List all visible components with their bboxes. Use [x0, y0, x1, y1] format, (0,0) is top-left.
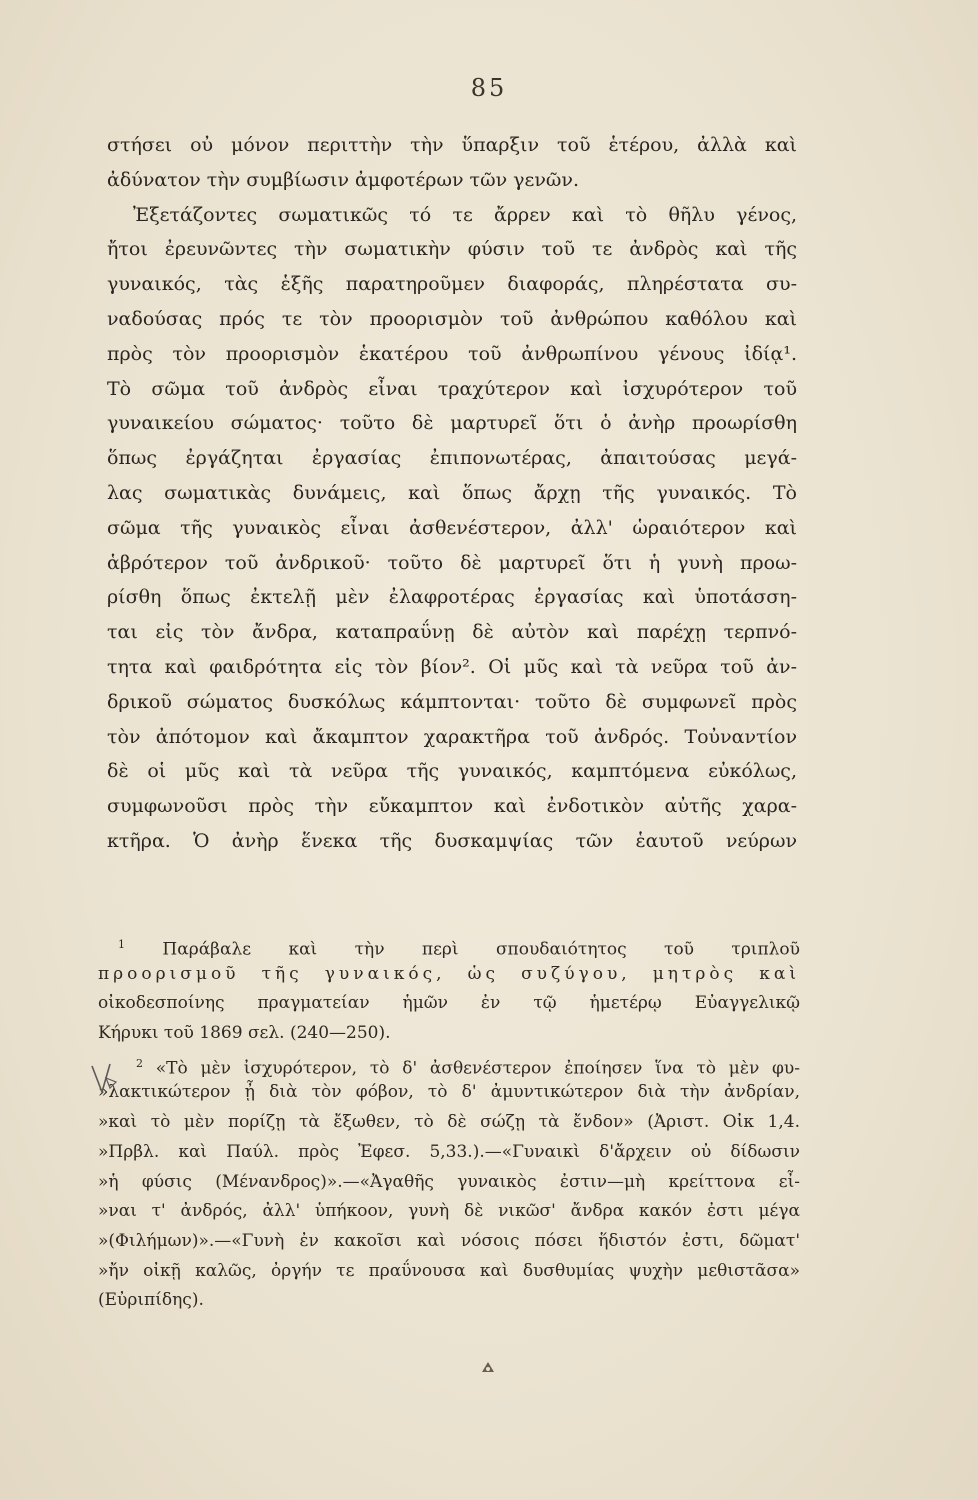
body-line: συμφωνοῦσι πρὸς τὴν εὔκαμπτον καὶ ἐνδοτικὸν αὐτῆς χαρα- [107, 795, 797, 818]
body-line: ὅπως ἐργάζηται ἐργασίας ἐπιπονωτέρας, ἀπαιτούσας μεγά- [107, 447, 797, 470]
body-line: τητα καὶ φαιδρότητα εἰς τὸν βίον². Οἱ μῦς καὶ τὰ νεῦρα τοῦ ἀν- [107, 655, 797, 678]
body-line: γυναικείου σώματος· τοῦτο δὲ μαρτυρεῖ ὅτι ὁ ἀνὴρ προωρίσθη [107, 412, 797, 435]
footnote-1-line: προορισμοῦ τῆς γυναικός, ὡς συζύγου, μητρὸς καὶ [98, 963, 800, 984]
footnote-2-line: »ἡ φύσις (Μένανδρος)».—«Ἀγαθῆς γυναικὸς ἐστιν—μὴ κρείττονα εἶ- [98, 1171, 800, 1192]
body-line: ἀδύνατον τὴν συμβίωσιν ἀμφοτέρων τῶν γενῶν. [107, 168, 579, 191]
footnote-2-line: »(Φιλήμων)».—«Γυνὴ ἐν κακοῖσι καὶ νόσοις πόσει ἥδιστόν ἐστι, δῶματ' [98, 1230, 800, 1251]
body-text [107, 128, 797, 859]
body-line: στήσει οὐ μόνον περιττὴν τὴν ὕπαρξιν τοῦ ἑτέρου, ἀλλὰ καὶ [107, 134, 797, 156]
body-line: Ἐξετάζοντες σωματικῶς τό τε ἄρρεν καὶ τὸ θῆλυ γένος, [133, 203, 797, 226]
footnote-2-line: »λακτικώτερον ᾖ διὰ τὸν φόβον, τὸ δ' ἀμυντικώτερον διὰ τὴν ἀνδρίαν, [98, 1082, 800, 1103]
printer-ornament-icon [480, 1360, 496, 1374]
footnote-2-number: 2 [136, 1056, 143, 1070]
footnote-1-line [98, 930, 800, 960]
footnote-2-line: »καὶ τὸ μὲν πορίζῃ τὰ ἔξωθεν, τὸ δὲ σώζῃ τὰ ἔνδον» (Ἀριστ. Οἰκ 1,4. [98, 1112, 800, 1133]
body-line: Τὸ σῶμα τοῦ ἀνδρὸς εἶναι τραχύτερον καὶ ἰσχυρότερον τοῦ [107, 377, 797, 400]
footnote-2-line: »Πρβλ. καὶ Παύλ. πρὸς Ἐφεσ. 5,33.).—«Γυναικὶ δ'ἄρχειν οὐ δίδωσιν [98, 1141, 800, 1162]
footnote-1-line: Κήρυκι τοῦ 1869 σελ. (240—250). [98, 1023, 391, 1044]
body-line: ρίσθη ὅπως ἐκτελῇ μὲν ἐλαφροτέρας ἐργασίας καὶ ὑποτάσση- [107, 586, 797, 609]
body-line: σῶμα τῆς γυναικὸς εἶναι ἀσθενέστερον, ἀλλ' ὡραιότερον καὶ [107, 516, 797, 539]
footnote-2-text: «Τὸ μὲν ἰσχυρότερον, τὸ δ' ἀσθενέστερον ἐποίησεν ἵνα τὸ μὲν φυ- [155, 1058, 800, 1079]
body-line: δὲ οἱ μῦς καὶ τὰ νεῦρα τῆς γυναικός, καμπτόμενα εὐκόλως, [107, 760, 797, 783]
footnote-2-line: »ἤν οἰκῇ καλῶς, ὀργήν τε πραΰνουσα καὶ δυσθυμίας ψυχὴν μεθιστᾶσα» [98, 1260, 800, 1281]
body-line: ἤτοι ἐρευνῶντες τὴν σωματικὴν φύσιν τοῦ τε ἀνδρὸς καὶ τῆς [107, 238, 797, 261]
footnote-1-number: 1 [118, 938, 125, 951]
body-line: ναδούσας πρός τε τὸν προορισμὸν τοῦ ἀνθρώπου καθόλου καὶ [107, 307, 797, 330]
body-line: ται εἰς τὸν ἄνδρα, καταπραΰνῃ δὲ αὐτὸν καὶ παρέχῃ τερπνό- [107, 621, 797, 644]
body-line: λας σωματικὰς δυνάμεις, καὶ ὅπως ἄρχῃ τῆς γυναικός. Τὸ [107, 481, 797, 504]
body-line: δρικοῦ σώματος δυσκόλως κάμπτονται· τοῦτο δὲ συμφωνεῖ πρὸς [107, 690, 797, 713]
body-line: κτῆρα. Ὁ ἀνὴρ ἕνεκα τῆς δυσκαμψίας τῶν ἑαυτοῦ νεύρων [107, 829, 797, 852]
body-line: γυναικός, τὰς ἑξῆς παρατηροῦμεν διαφοράς, πληρέστατα συ- [107, 273, 797, 296]
body-line: ἁβρότερον τοῦ ἀνδρικοῦ· τοῦτο δὲ μαρτυρεῖ ὅτι ἡ γυνὴ προω- [107, 551, 797, 574]
footnote-1-line: οἰκοδεσποίνης πραγματείαν ἡμῶν ἐν τῷ ἡμετέρῳ Εὐαγγελικῷ [98, 993, 800, 1014]
page-number: 85 [470, 74, 508, 102]
body-line: πρὸς τὸν προορισμὸν ἑκατέρου τοῦ ἀνθρωπίνου γένους ἰδίᾳ¹. [107, 342, 797, 365]
body-line: τὸν ἀπότομον καὶ ἄκαμπτον χαρακτῆρα τοῦ ἀνδρός. Τοὐναντίον [107, 725, 797, 748]
footnotes [98, 930, 800, 1316]
footnote-1-text: Παράβαλε καὶ τὴν περὶ σπουδαιότητος τοῦ τριπλοῦ [162, 939, 800, 960]
footnote-2-line [98, 1049, 800, 1079]
footnote-2-line: »ναι τ' ἀνδρός, ἀλλ' ὑπήκοον, γυνὴ δὲ νικῶσ' ἄνδρα κακόν ἐστι μέγα [98, 1201, 800, 1222]
pencil-annotation-mark [88, 1058, 130, 1098]
footnote-2-line: (Εὐριπίδης). [98, 1290, 204, 1311]
